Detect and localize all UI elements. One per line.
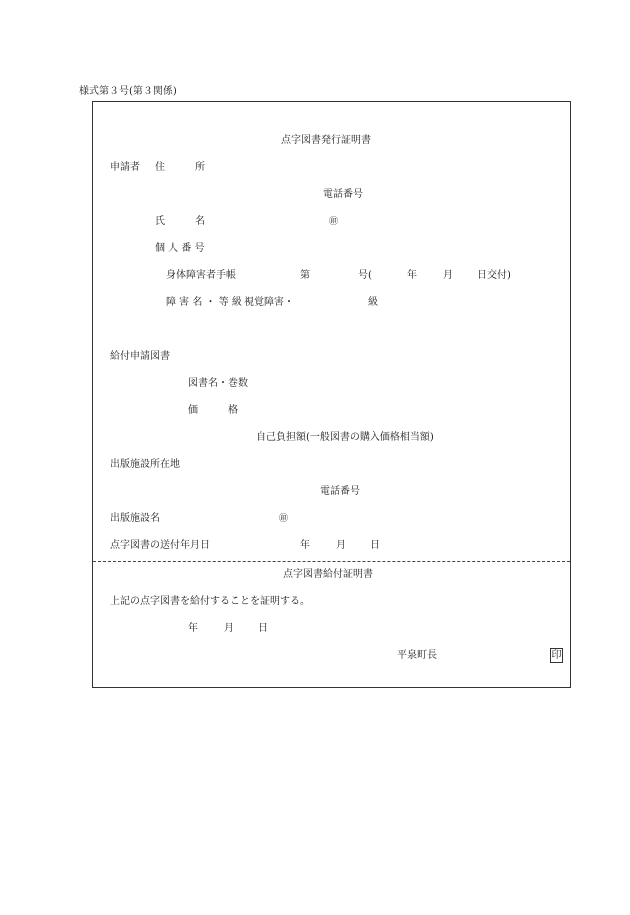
disability-value: 視覚障害・ <box>244 297 294 308</box>
applicant-phone-label: 電話番号 <box>323 189 363 200</box>
certificate-label: 身体障害者手帳 <box>166 270 236 281</box>
send-day: 日 <box>370 540 380 551</box>
title-volumes-label: 図書名・巻数 <box>188 378 248 389</box>
cut-line-divider <box>93 561 570 562</box>
form-title: 点字図書発行証明書 <box>281 135 371 146</box>
certificate-title: 点字図書給付証明書 <box>283 569 373 580</box>
applicant-label: 申請者 <box>110 162 140 173</box>
publisher-seal-mark: ㊞ <box>279 514 289 524</box>
applicant-seal-mark: ㊞ <box>329 217 339 227</box>
send-year: 年 <box>300 540 310 551</box>
issue-year: 年 <box>407 270 417 281</box>
certificate-day: 日 <box>258 623 268 634</box>
grade-suffix: 級 <box>368 297 378 308</box>
form-number: 様式第３号(第３関係) <box>79 86 177 97</box>
certificate-month: 月 <box>224 623 234 634</box>
applicant-name-label: 氏 名 <box>155 216 205 227</box>
self-pay-label: 自己負担額(一般図書の購入価格相当額) <box>256 432 434 443</box>
personal-number-label: 個 人 番 号 <box>155 243 205 254</box>
price-label: 価 格 <box>188 405 238 416</box>
certificate-no-suffix: 号( <box>358 270 372 281</box>
send-date-label: 点字図書の送付年月日 <box>110 540 210 551</box>
publisher-phone-label: 電話番号 <box>320 486 360 497</box>
send-month: 月 <box>336 540 346 551</box>
applicant-address-label: 住 所 <box>155 162 205 173</box>
issue-day: 日交付) <box>477 270 511 281</box>
disability-label: 障 害 名 ・ 等 級 <box>166 297 242 308</box>
publisher-name-label: 出版施設名 <box>110 513 160 524</box>
certificate-no-prefix: 第 <box>300 270 310 281</box>
certificate-year: 年 <box>188 623 198 634</box>
mayor-label: 平泉町長 <box>397 650 437 661</box>
books-section-label: 給付申請図書 <box>110 351 170 362</box>
official-seal-box: 印 <box>551 650 562 661</box>
publisher-address-label: 出版施設所在地 <box>110 459 180 470</box>
issue-month: 月 <box>443 270 453 281</box>
certificate-statement: 上記の点字図書を給付することを証明する。 <box>110 596 310 607</box>
